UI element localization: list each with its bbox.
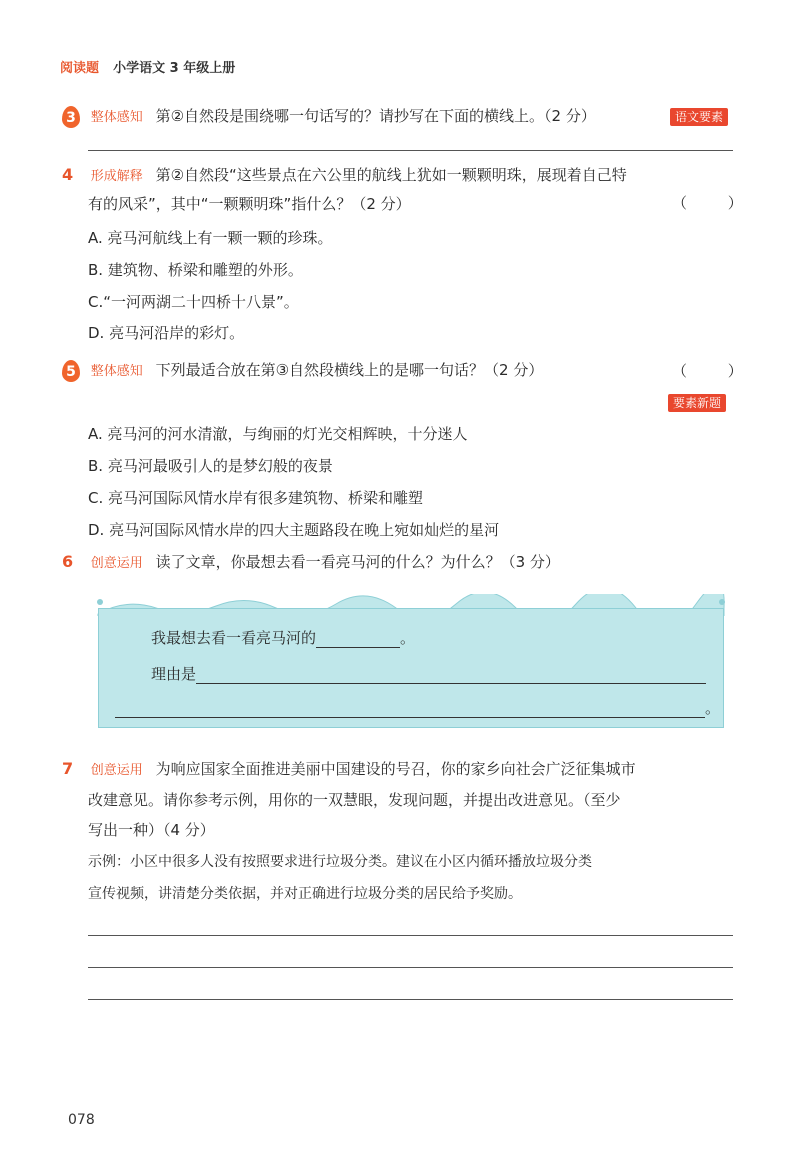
badge-yuwen-yaosu: 语文要素 [670, 108, 728, 126]
question-number: 4 [62, 165, 74, 184]
page-header [60, 57, 235, 76]
answer-line[interactable] [88, 150, 733, 151]
option-c: C.“一河两湖二十四桥十八景”。 [88, 293, 299, 311]
answer-blank[interactable] [316, 647, 400, 648]
answer-box-line2 [151, 663, 706, 684]
question-text-line2: 改建意见。请你参考示例，用你的一双慧眼，发现问题，并提出改进意见。（至少 [88, 791, 621, 809]
example-line1: 示例：小区中很多人没有按照要求进行垃圾分类。建议在小区内循环播放垃圾分类 [88, 854, 592, 870]
question-5 [62, 357, 543, 385]
answer-parentheses[interactable]: （ ） [672, 362, 761, 380]
answer-box [98, 608, 724, 728]
answer-line[interactable] [88, 999, 733, 1000]
book-title: 小学语文 3 年级上册 [113, 61, 236, 76]
option-a: A. 亮马河航线上有一颗一颗的珍珠。 [88, 229, 333, 247]
reason-prompt: 理由是 [151, 665, 197, 683]
option-b: B. 建筑物、桥梁和雕塑的外形。 [88, 261, 303, 279]
option-c: C. 亮马河国际风情水岸有很多建筑物、桥梁和雕塑 [88, 489, 424, 507]
option-d: D. 亮马河沿岸的彩灯。 [88, 324, 245, 342]
question-7 [62, 756, 636, 784]
question-3 [62, 103, 596, 131]
question-text-line2: 有的风采”，其中“一颗颗明珠”指什么？（2 分） [88, 195, 411, 213]
answer-box-line1 [151, 627, 415, 648]
answer-prompt: 我最想去看一看亮马河的 [151, 629, 317, 647]
option-d: D. 亮马河国际风情水岸的四大主题路段在晚上宛如灿烂的星河 [88, 521, 500, 539]
question-text-line1: 为响应国家全面推进美丽中国建设的号召，你的家乡向社会广泛征集城市 [155, 760, 636, 778]
question-text: 读了文章，你最想去看一看亮马河的什么？为什么？（3 分） [155, 553, 560, 571]
question-category: 形成解释 [90, 169, 143, 184]
question-6 [62, 549, 560, 577]
option-a: A. 亮马河的河水清澈，与绚丽的灯光交相辉映，十分迷人 [88, 425, 468, 443]
reason-blank[interactable] [196, 683, 706, 684]
example-line2: 宣传视频，讲清楚分类依据，并对正确进行垃圾分类的居民给予奖励。 [88, 886, 522, 902]
answer-box-line3 [115, 697, 720, 718]
question-number-flame-icon: 5 [62, 360, 80, 382]
section-tag: 阅读题 [60, 61, 100, 76]
question-text-line1: 第②自然段“这些景点在六公里的航线上犹如一颗颗明珠，展现着自己特 [155, 166, 627, 184]
question-number: 6 [62, 552, 74, 571]
answer-line[interactable] [88, 935, 733, 936]
period: 。 [400, 629, 416, 647]
question-text: 下列最适合放在第③自然段横线上的是哪一句话？（2 分） [155, 361, 544, 379]
answer-line[interactable] [88, 967, 733, 968]
question-category: 整体感知 [90, 364, 143, 379]
option-b: B. 亮马河最吸引人的是梦幻般的夜景 [88, 457, 333, 475]
reason-blank-2[interactable] [115, 717, 705, 718]
question-4 [62, 162, 627, 190]
question-category: 创意运用 [90, 556, 143, 571]
question-number-flame-icon: 3 [62, 106, 80, 128]
answer-parentheses[interactable]: （ ） [672, 194, 761, 212]
question-category: 整体感知 [90, 110, 143, 125]
period: 。 [705, 699, 721, 717]
question-text-line3: 写出一种）（4 分） [88, 821, 215, 839]
question-category: 创意运用 [90, 763, 143, 778]
page-number: 078 [68, 1112, 95, 1128]
badge-yaosu-xinti: 要素新题 [668, 394, 726, 412]
question-text: 第②自然段是围绕哪一句话写的？请抄写在下面的横线上。（2 分） [155, 107, 596, 125]
question-number: 7 [62, 759, 74, 778]
